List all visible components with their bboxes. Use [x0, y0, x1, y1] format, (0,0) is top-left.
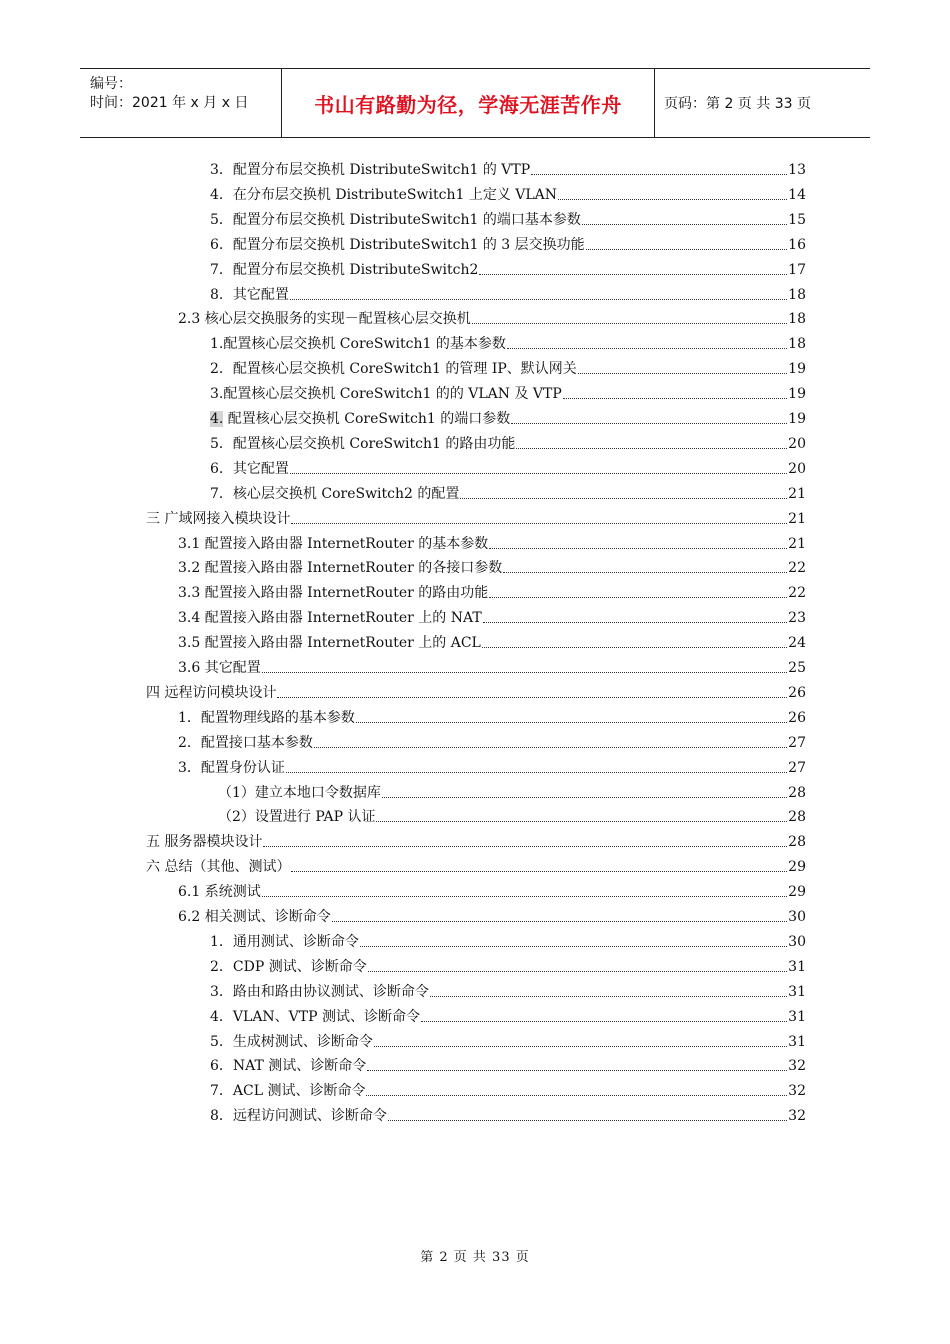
dot-leader — [277, 697, 787, 698]
toc-entry-title: 2．配置接口基本参数 — [178, 734, 313, 751]
header-motto: 书山有路勤为径，学海无涯苦作舟 — [314, 92, 622, 117]
toc-page-number: 27 — [788, 759, 806, 776]
toc-entry-title: 1.配置核心层交换机 CoreSwitch1 的基本参数 — [210, 336, 506, 353]
toc-entry[interactable] — [210, 184, 806, 206]
toc-entry[interactable] — [178, 757, 806, 779]
toc-entry-title: 3.4 配置接入路由器 InternetRouter 上的 NAT — [178, 610, 482, 627]
toc-entry-title: 7．核心层交换机 CoreSwitch2 的配置 — [210, 485, 460, 502]
dot-leader — [507, 348, 787, 349]
dot-leader — [356, 722, 787, 723]
toc-page-number: 30 — [788, 909, 806, 925]
toc-entry-title: （1）建立本地口令数据库 — [218, 784, 381, 801]
toc-entry-title: 2.3 核心层交换服务的实现－配置核心层交换机 — [178, 311, 471, 328]
page-footer: 第 2 页 共 33 页 — [420, 1250, 530, 1265]
dot-leader — [489, 548, 787, 549]
toc-entry[interactable] — [210, 234, 806, 256]
toc-page-number: 22 — [788, 585, 806, 602]
toc-entry[interactable] — [146, 831, 806, 853]
toc-page-number: 20 — [788, 460, 806, 477]
toc-page-number: 29 — [788, 859, 806, 876]
header-meta — [80, 69, 282, 137]
dot-leader — [332, 921, 787, 922]
toc-page-number: 31 — [788, 983, 806, 1000]
toc-page-number: 26 — [788, 684, 806, 701]
dot-leader — [516, 448, 787, 449]
dot-leader — [460, 498, 787, 499]
toc-entry-title: 7．ACL 测试、诊断命令 — [210, 1083, 366, 1100]
toc-page-number: 23 — [788, 610, 806, 627]
toc-entry[interactable] — [210, 981, 806, 1003]
toc-entry-title: 5．生成树测试、诊断命令 — [210, 1033, 373, 1050]
toc-page-number: 28 — [788, 784, 806, 801]
toc-page-number: 32 — [788, 1083, 806, 1100]
dot-leader — [286, 772, 787, 773]
toc-entry-title: 五 服务器模块设计 — [146, 834, 263, 851]
toc-entry-title: 6．配置分布层交换机 DistributeSwitch1 的 3 层交换功能 — [210, 236, 585, 253]
dot-leader — [263, 846, 787, 847]
toc-entry-title: 3.3 配置接入路由器 InternetRouter 的路由功能 — [178, 585, 489, 602]
toc-page-number: 19 — [788, 411, 806, 427]
toc-entry[interactable] — [178, 732, 806, 754]
toc-entry-title: 4．在分布层交换机 DistributeSwitch1 上定义 VLAN — [210, 186, 558, 203]
toc-entry[interactable] — [178, 557, 806, 579]
toc-entry[interactable] — [210, 1031, 806, 1053]
toc-entry-title: 5．配置核心层交换机 CoreSwitch1 的路由功能 — [210, 435, 516, 452]
toc-page-number: 19 — [788, 386, 806, 403]
toc-page-number: 15 — [788, 211, 806, 228]
toc-entry[interactable] — [210, 1105, 806, 1127]
toc-entry[interactable] — [210, 931, 806, 953]
toc-page-number: 18 — [788, 336, 806, 353]
dot-leader — [262, 896, 787, 897]
toc-entry[interactable] — [210, 433, 806, 455]
toc-entry-title: 4．VLAN、VTP 测试、诊断命令 — [210, 1008, 420, 1025]
highlighted-number: 4. — [210, 411, 224, 427]
dot-leader — [558, 199, 787, 200]
toc-page-number: 14 — [788, 186, 806, 203]
toc-page-number: 29 — [788, 884, 806, 901]
toc-entry-title: 六 总结（其他、测试） — [146, 859, 291, 876]
toc-page-number: 30 — [788, 933, 806, 950]
dot-leader — [582, 224, 787, 225]
toc-entry-title: 6．NAT 测试、诊断命令 — [210, 1058, 367, 1075]
dot-leader — [262, 672, 787, 673]
dot-leader — [368, 971, 787, 972]
toc-entry-title: 1．通用测试、诊断命令 — [210, 933, 359, 950]
toc-entry-title: 8．远程访问测试、诊断命令 — [210, 1108, 387, 1125]
dot-leader — [430, 996, 787, 997]
toc-page-number: 13 — [788, 162, 806, 178]
toc-page-number: 31 — [788, 1008, 806, 1025]
dot-leader — [360, 946, 787, 947]
dot-leader — [531, 174, 787, 175]
toc-entry-title: 3．配置身份认证 — [178, 759, 285, 776]
toc-page-number: 32 — [788, 1108, 806, 1125]
toc-entry[interactable] — [210, 408, 806, 430]
toc-entry[interactable] — [210, 1055, 806, 1077]
toc-entry[interactable] — [218, 806, 806, 828]
toc-entry-title: 1．配置物理线路的基本参数 — [178, 709, 355, 726]
toc-entry[interactable] — [210, 383, 806, 405]
dot-leader — [479, 274, 787, 275]
dot-leader — [367, 1070, 787, 1071]
toc-entry-title: 三 广域网接入模块设计 — [146, 510, 291, 527]
toc-entry-title: （2）设置进行 PAP 认证 — [218, 809, 376, 826]
number-label: 编号： — [90, 76, 132, 92]
dot-leader — [388, 1120, 787, 1121]
toc-entry[interactable] — [146, 508, 806, 530]
toc-entry-title: 3.2 配置接入路由器 InternetRouter 的各接口参数 — [178, 560, 503, 577]
toc-entry-title: 3.配置核心层交换机 CoreSwitch1 的的 VLAN 及 VTP — [210, 386, 562, 403]
toc-entry-title: 7．配置分布层交换机 DistributeSwitch2 — [210, 261, 479, 278]
toc-page-number: 16 — [788, 236, 806, 253]
dot-leader — [503, 572, 787, 573]
toc-page-number: 17 — [788, 261, 806, 278]
dot-leader — [290, 473, 787, 474]
toc-entry-title: 2．配置核心层交换机 CoreSwitch1 的管理 IP、默认网关 — [210, 361, 577, 378]
dot-leader — [374, 1046, 787, 1047]
dot-leader — [586, 249, 788, 250]
toc-entry[interactable] — [178, 582, 806, 604]
page-header — [80, 68, 870, 138]
toc-entry-title: 5．配置分布层交换机 DistributeSwitch1 的端口基本参数 — [210, 211, 581, 228]
toc-page-number: 28 — [788, 809, 806, 826]
toc-entry[interactable] — [210, 209, 806, 231]
toc-page-number: 31 — [788, 958, 806, 975]
toc-entry-title: 8．其它配置 — [210, 286, 289, 303]
toc-entry[interactable] — [178, 881, 806, 903]
toc-entry-title: 3．路由和路由协议测试、诊断命令 — [210, 983, 429, 1000]
toc-entry[interactable] — [178, 906, 806, 928]
toc-entry[interactable] — [178, 632, 806, 654]
toc-entry[interactable] — [210, 1006, 806, 1028]
toc-page-number: 21 — [788, 535, 806, 552]
toc-entry[interactable] — [210, 458, 806, 480]
toc-page-number: 28 — [788, 834, 806, 851]
dot-leader — [290, 299, 787, 300]
toc-entry[interactable] — [210, 333, 806, 355]
toc-page-number: 32 — [788, 1058, 806, 1075]
dot-leader — [482, 647, 787, 648]
toc-entry-title: 6.2 相关测试、诊断命令 — [178, 909, 331, 925]
dot-leader — [472, 323, 787, 324]
toc-entry-title: 4. 配置核心层交换机 CoreSwitch1 的端口参数 — [210, 411, 511, 427]
dot-leader — [382, 797, 787, 798]
dot-leader — [366, 1095, 787, 1096]
toc-page-number: 27 — [788, 734, 806, 751]
toc-entry-title: 3．配置分布层交换机 DistributeSwitch1 的 VTP — [210, 162, 531, 178]
header-motto-cell — [282, 69, 655, 137]
toc-page-number: 24 — [788, 635, 806, 652]
toc-entry[interactable] — [178, 308, 806, 330]
toc-entry[interactable] — [210, 483, 806, 505]
dot-leader — [578, 373, 787, 374]
toc-page-number: 21 — [788, 510, 806, 527]
toc-entry[interactable] — [178, 533, 806, 555]
toc-entry[interactable] — [178, 707, 806, 729]
toc-page-number: 26 — [788, 709, 806, 726]
dot-leader — [291, 871, 787, 872]
toc-page-number: 19 — [788, 361, 806, 378]
toc-entry[interactable] — [146, 682, 806, 704]
toc-page-number: 25 — [788, 660, 806, 676]
dot-leader — [483, 622, 788, 623]
dot-leader — [563, 398, 787, 399]
toc-entry-title: 3.6 其它配置 — [178, 660, 261, 676]
toc-entry[interactable] — [210, 259, 806, 281]
header-page-label: 页码：第 2 页 共 33 页 — [664, 96, 811, 112]
toc-entry-title: 3.1 配置接入路由器 InternetRouter 的基本参数 — [178, 535, 489, 552]
toc-entry[interactable] — [210, 956, 806, 978]
toc-entry[interactable] — [178, 657, 806, 679]
time-label: 时间：2021 年 x 月 x 日 — [90, 95, 249, 111]
toc-page-number: 18 — [788, 286, 806, 303]
dot-leader — [376, 821, 787, 822]
header-page-cell — [655, 69, 870, 137]
toc-page-number: 22 — [788, 560, 806, 577]
toc-page-number: 21 — [788, 485, 806, 502]
toc-entry[interactable] — [210, 1080, 806, 1102]
toc-entry[interactable] — [146, 856, 806, 878]
toc-entry[interactable] — [210, 358, 806, 380]
dot-leader — [291, 523, 787, 524]
dot-leader — [421, 1021, 787, 1022]
toc-page-number: 20 — [788, 435, 806, 452]
toc-entry-title: 6.1 系统测试 — [178, 884, 261, 901]
toc-page-number: 31 — [788, 1033, 806, 1050]
toc-page-number: 18 — [788, 311, 806, 328]
dot-leader — [511, 423, 787, 424]
dot-leader — [314, 747, 787, 748]
toc-entry-title: 6．其它配置 — [210, 460, 289, 477]
toc-entry-title: 四 远程访问模块设计 — [146, 684, 277, 701]
dot-leader — [489, 597, 787, 598]
toc-entry[interactable] — [178, 607, 806, 629]
toc-entry-title: 2．CDP 测试、诊断命令 — [210, 958, 367, 975]
toc-entry[interactable] — [210, 159, 806, 181]
toc-entry-title: 3.5 配置接入路由器 InternetRouter 上的 ACL — [178, 635, 481, 652]
toc-entry[interactable] — [210, 284, 806, 306]
toc-entry[interactable] — [218, 782, 806, 804]
